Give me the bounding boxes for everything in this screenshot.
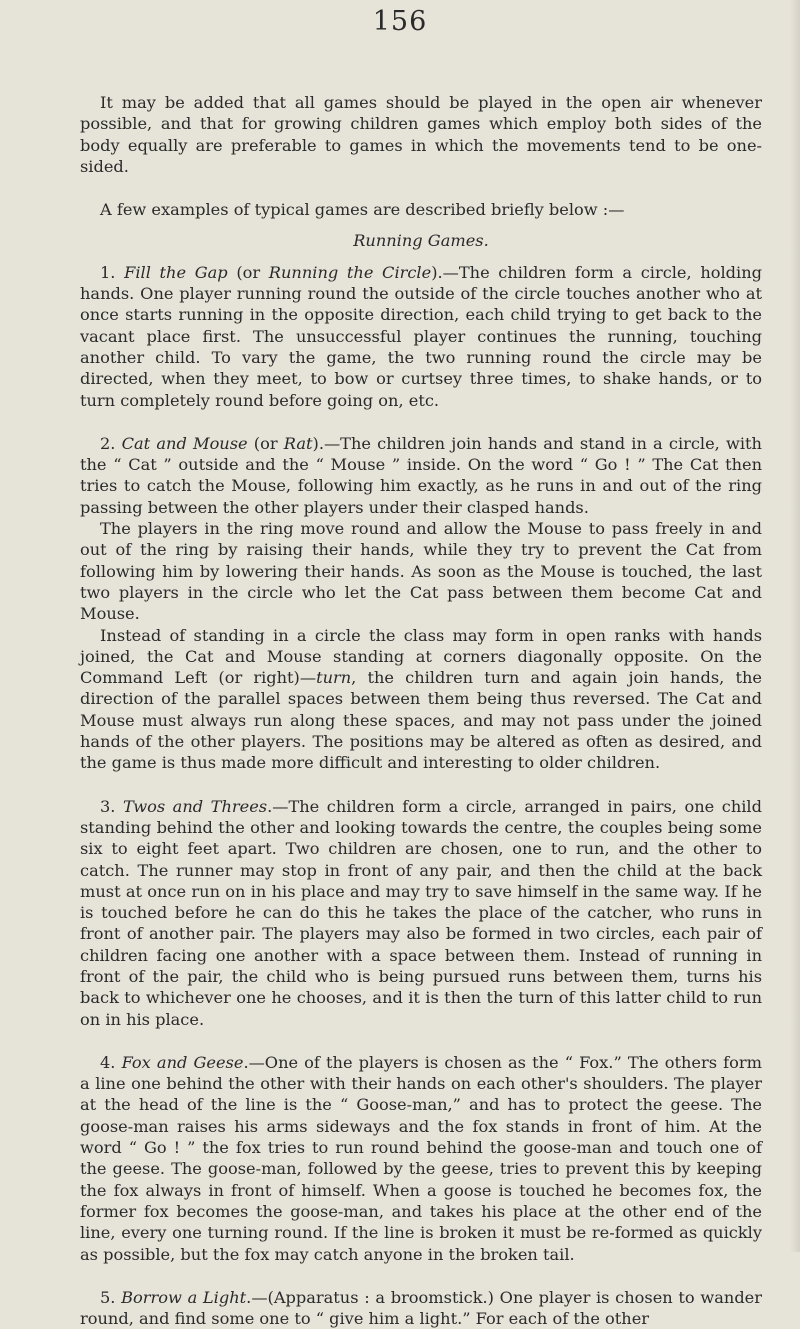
page-edge-shadow: [790, 0, 800, 1252]
game-3-paragraph: [80, 796, 762, 1030]
game-5-alt-close: .: [246, 1287, 252, 1307]
body-text: [80, 92, 762, 1329]
game-1-text: —The children form a circle, holding hands. One player running round the outside of the circle touches another who at once starts running in the opposite direction, each child trying to get back to the vacant place first. The unsuccessful player continues the running, touching another child. To vary the game, the two running round the circle may be directed, when they meet, to bow or curtsey three times, to shake hands, or to turn completely round before going on, etc.: [80, 262, 762, 410]
game-2-alt-title: Rat: [283, 433, 313, 453]
game-3-text: —The children form a circle, arranged in pairs, one child standing behind the other and looking towards the centre, the couples being some six to eight feet apart. Two children are chosen, one to run, and the other to catch. The runner may stop in front of any pair, and then the child at the back must at once run on in his place and may try to save himself in the same way. If he is touched before he can do this he takes the place of the catcher, who runs in front of another pair. The players may also be formed in two circles, each pair of children facing one another with a space between them. Instead of running in front of the pair, the child who is being pursued runs between them, turns his back to whichever one he chooses, and it is then the turn of this latter child to run on in his place.: [80, 796, 762, 1029]
game-2-alt-close: ).: [312, 433, 324, 453]
game-1-paragraph: [80, 262, 762, 411]
game-2-variant-em: turn: [316, 668, 352, 688]
game-2-number: 2.: [100, 433, 116, 453]
game-4-number: 4.: [100, 1052, 116, 1072]
section-heading: Running Games.: [353, 231, 489, 251]
game-1-alt-title: Running the Circle: [268, 262, 432, 282]
game-3-alt-close: .: [267, 796, 273, 816]
game-2-alt-open: (or: [247, 433, 284, 453]
game-4-alt-close: .: [243, 1052, 249, 1072]
game-2-variant-after: , the children turn and again join hands, the direction of the parallel spaces between them being thus reversed. The Cat and Mouse must always run along these spaces, and may not pass under the joined hands of the other players. The positions may be altered as often as desired, and the game is thus made more difficult and interesting to older children.: [80, 668, 762, 773]
page-number: 156: [372, 6, 428, 37]
intro-lead-in: A few examples of typical games are described briefly below :—: [100, 200, 625, 220]
game-1-number: 1.: [100, 262, 116, 282]
game-2-variant: [80, 625, 762, 774]
game-4-title: Fox and Geese: [121, 1052, 244, 1072]
game-5-paragraph: [80, 1287, 762, 1329]
game-2-variant-before: Instead of standing in a circle the class may form in open ranks with hands joined, the Cat and Mouse standing at corners diagonally opposite. On the Command Left (or right)—: [80, 625, 762, 688]
game-1-title: Fill the Gap: [124, 262, 228, 282]
game-5-text: —(Apparatus : a broomstick.) One player is chosen to wander round, and find some one to “ give him a light.” For each of the other: [80, 1287, 762, 1329]
game-4-paragraph: [80, 1052, 762, 1265]
game-1-alt-close: ).: [431, 262, 443, 282]
game-3-title: Twos and Threes: [123, 796, 268, 816]
game-4-text: —One of the players is chosen as the “ Fox.” The others form a line one behind the other with their hands on each other's shoulders. The player at the head of the line is the “ Goose-man,” and has to protect the geese. The goose-man raises his arms sideways and the fox stands in front of him. At the word “ Go ! ” the fox tries to run round behind the goose-man and touch one of the geese. The goose-man, followed by the geese, tries to prevent this by keeping the fox always in front of himself. When a goose is touched he becomes fox, the former fox becomes the goose-man, and takes his place at the other end of the line, every one turning round. If the line is broken it must be re-formed as quickly as possible, but the fox may catch anyone in the broken tail.: [80, 1052, 762, 1264]
game-3-number: 3.: [100, 796, 116, 816]
game-2-paragraph: [80, 433, 762, 518]
game-5-number: 5.: [100, 1287, 116, 1307]
intro-paragraph: It may be added that all games should be played in the open air whenever possible, and that for growing children games which employ both sides of the body equally are preferable to games in which the movements tend to be one-sided.: [80, 93, 762, 176]
game-2-title: Cat and Mouse: [121, 433, 248, 453]
game-2-text: —The children join hands and stand in a circle, with the “ Cat ” outside and the “ Mouse ” inside. On the word “ Go ! ” The Cat then tries to catch the Mouse, following him exactly, as he runs in and out of the ring passing between the other players under their clasped hands.: [80, 433, 762, 517]
game-2-paragraph-2: The players in the ring move round and allow the Mouse to pass freely in and out of the ring by raising their hands, while they try to prevent the Cat from following him by lowering their hands. As soon as the Mouse is touched, the last two players in the circle who let the Cat pass between them become Cat and Mouse.: [80, 519, 762, 624]
game-1-alt-open: (or: [227, 262, 269, 282]
game-5-title: Borrow a Light: [121, 1287, 247, 1307]
